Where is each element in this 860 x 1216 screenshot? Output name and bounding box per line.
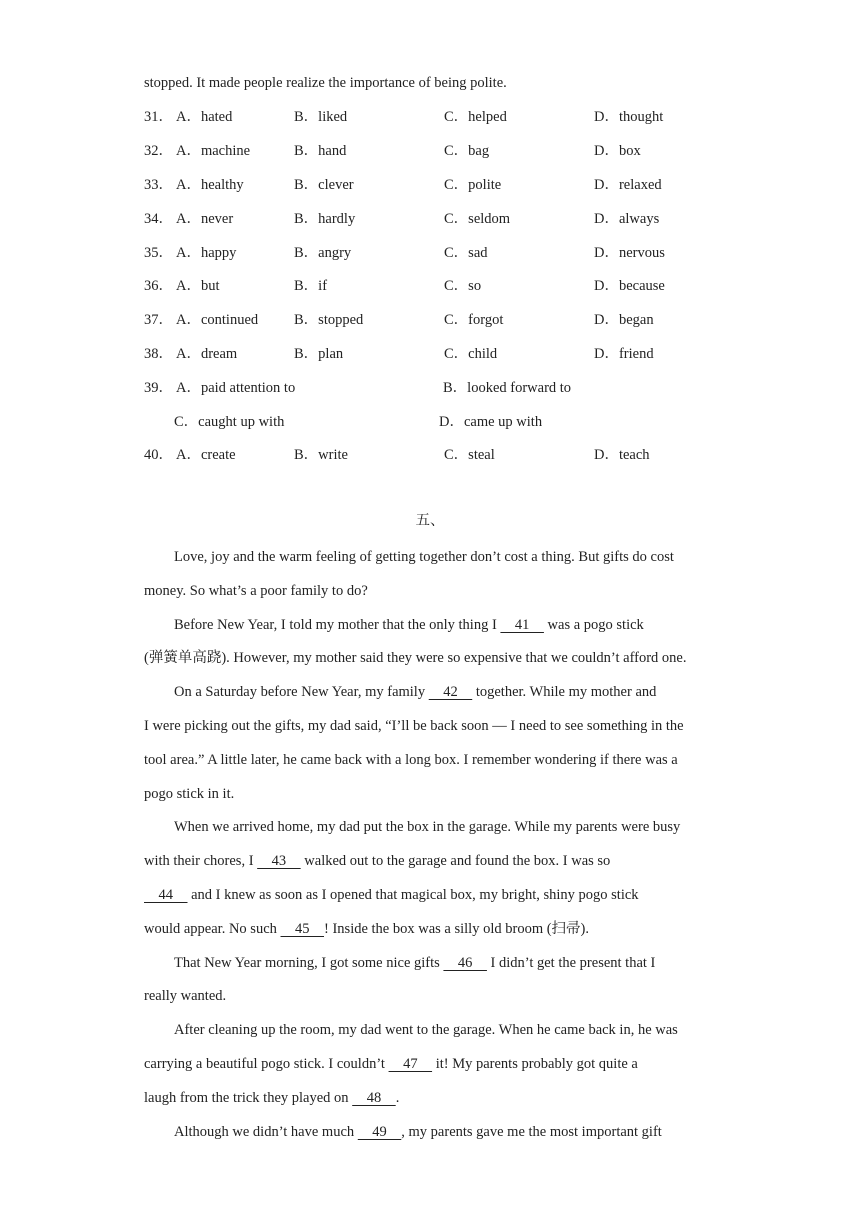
passage-line bbox=[144, 920, 719, 954]
option-b: B．looked forward to bbox=[443, 380, 572, 396]
passage-line: (弹簧单高跷). However, my mother said they were so expensive that we couldn’t afford one. bbox=[144, 650, 687, 667]
passage-text: That New Year morning, I got some nice gifts bbox=[174, 954, 444, 971]
option-b: B．if bbox=[294, 278, 328, 294]
passage-line bbox=[144, 886, 719, 920]
option-c: C．polite bbox=[444, 177, 502, 193]
passage-text: together. While my mother and bbox=[472, 684, 657, 701]
passage-text: and I knew as soon as I opened that magical box, my bright, shiny pogo stick bbox=[187, 886, 639, 903]
blank-43: 43 bbox=[257, 853, 301, 870]
blank-48: 48 bbox=[352, 1089, 396, 1106]
passage-end-line: stopped. It made people realize the importance of being polite. bbox=[144, 75, 507, 91]
option-a: A．paid attention to bbox=[176, 380, 296, 396]
question-number: 40． bbox=[144, 447, 173, 463]
passage-line: tool area.” A little later, he came back with a long box. I remember wondering if there was a bbox=[144, 751, 678, 768]
option-a: A．dream bbox=[176, 346, 238, 362]
passage-text: carrying a beautiful pogo stick. I couldn’t bbox=[144, 1055, 389, 1072]
option-a: A．create bbox=[176, 447, 236, 463]
question-number: 35． bbox=[144, 245, 173, 261]
passage-text: Before New Year, I told my mother that the only thing I bbox=[174, 616, 501, 633]
option-a: A．healthy bbox=[176, 177, 244, 193]
blank-46: 46 bbox=[443, 954, 487, 971]
option-b: B．liked bbox=[294, 109, 348, 125]
passage-text: , my parents gave me the most important gift bbox=[401, 1123, 662, 1140]
passage-line bbox=[144, 1055, 719, 1089]
option-c: C．seldom bbox=[444, 211, 511, 227]
passage-text: it! My parents probably got quite a bbox=[432, 1055, 638, 1072]
option-c: C．forgot bbox=[444, 312, 504, 328]
option-b: B．hand bbox=[294, 143, 347, 159]
blank-45: 45 bbox=[280, 920, 325, 937]
passage-text: was a pogo stick bbox=[543, 616, 644, 633]
passage-line: Love, joy and the warm feeling of getting together don’t cost a thing. But gifts do cost bbox=[174, 549, 674, 565]
option-c: C．child bbox=[444, 346, 498, 362]
option-c: C．bag bbox=[444, 143, 490, 159]
option-c: C．helped bbox=[444, 109, 507, 125]
option-b: B．write bbox=[294, 447, 348, 463]
passage-line: really wanted. bbox=[144, 988, 227, 1005]
option-c: C．caught up with bbox=[174, 414, 285, 430]
passage-text: Although we didn’t have much bbox=[174, 1123, 358, 1140]
passage-text: with their chores, I bbox=[144, 853, 258, 870]
option-b: B．angry bbox=[294, 245, 352, 261]
option-a: A．happy bbox=[176, 245, 237, 261]
blank-49: 49 bbox=[357, 1123, 402, 1140]
passage-line bbox=[144, 1089, 719, 1123]
passage-line: When we arrived home, my dad put the box in the garage. While my parents were busy bbox=[174, 819, 681, 836]
option-c: C．sad bbox=[444, 245, 488, 261]
blank-44: 44 bbox=[144, 886, 188, 903]
blank-41: 41 bbox=[500, 616, 544, 633]
option-d: D．teach bbox=[594, 447, 650, 463]
option-d: D．thought bbox=[594, 109, 664, 125]
option-d: D．because bbox=[594, 278, 665, 294]
option-c: C．steal bbox=[444, 447, 495, 463]
option-c: C．so bbox=[444, 278, 482, 294]
option-b: B．plan bbox=[294, 346, 344, 362]
passage-line: After cleaning up the room, my dad went to the garage. When he came back in, he was bbox=[174, 1022, 678, 1039]
passage-line bbox=[144, 954, 719, 988]
passage-text: laugh from the trick they played on bbox=[144, 1089, 353, 1106]
section-title: 五、 bbox=[415, 513, 445, 529]
option-b: B．hardly bbox=[294, 211, 356, 227]
option-a: A．but bbox=[176, 278, 220, 294]
passage-text: would appear. No such bbox=[144, 920, 281, 937]
passage-line bbox=[144, 1123, 719, 1157]
passage-text: On a Saturday before New Year, my family bbox=[174, 684, 429, 701]
option-a: A．machine bbox=[176, 143, 251, 159]
blank-47: 47 bbox=[388, 1055, 433, 1072]
option-b: B．clever bbox=[294, 177, 354, 193]
blank-42: 42 bbox=[428, 684, 473, 701]
question-number: 32． bbox=[144, 143, 173, 159]
option-d: D．came up with bbox=[439, 414, 543, 430]
question-number: 31． bbox=[144, 109, 173, 125]
question-number: 34． bbox=[144, 211, 173, 227]
option-a: A．never bbox=[176, 211, 234, 227]
option-d: D．box bbox=[594, 143, 641, 159]
passage-line: money. So what’s a poor family to do? bbox=[144, 582, 368, 599]
passage-text: ! Inside the box was a silly old broom (扫帚). bbox=[324, 920, 590, 937]
passage-text: walked out to the garage and found the box. I was so bbox=[300, 853, 611, 870]
cloze-passage bbox=[144, 548, 719, 1156]
passage-line bbox=[144, 683, 719, 717]
passage-line: pogo stick in it. bbox=[144, 785, 235, 802]
option-d: D．friend bbox=[594, 346, 654, 362]
option-a: A．hated bbox=[176, 109, 233, 125]
question-number: 37． bbox=[144, 312, 173, 328]
passage-line: I were picking out the gifts, my dad said, “I’ll be back soon — I need to see something in the bbox=[144, 717, 684, 734]
option-d: D．nervous bbox=[594, 245, 665, 261]
option-d: D．relaxed bbox=[594, 177, 662, 193]
option-d: D．always bbox=[594, 211, 660, 227]
question-number: 36． bbox=[144, 278, 173, 294]
passage-text: I didn’t get the present that I bbox=[486, 954, 656, 971]
option-b: B．stopped bbox=[294, 312, 364, 328]
question-number: 38． bbox=[144, 346, 173, 362]
passage-text: . bbox=[395, 1089, 400, 1106]
option-d: D．began bbox=[594, 312, 654, 328]
option-a: A．continued bbox=[176, 312, 259, 328]
question-number: 33． bbox=[144, 177, 173, 193]
passage-line bbox=[144, 852, 719, 886]
passage-line bbox=[144, 616, 719, 650]
question-number: 39． bbox=[144, 380, 173, 396]
